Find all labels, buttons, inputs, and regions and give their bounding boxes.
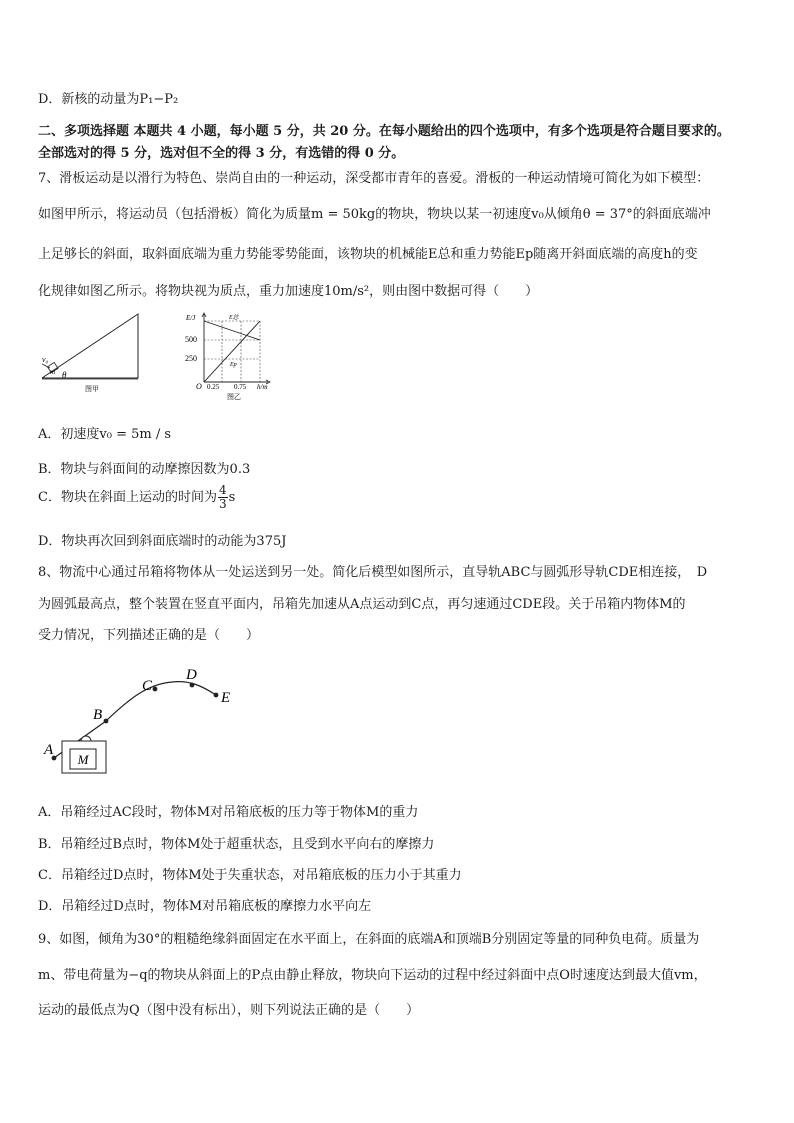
section2-header-2: 全部选对的得 5 分，选对但不全的得 3 分，有选错的得 0 分。	[38, 146, 405, 161]
fig-yi-xtick-025: 0.25	[207, 383, 220, 391]
q9-stem-line3: 运动的最低点为Q（图中没有标出），则下列说法正确的是（ ）	[38, 1003, 420, 1018]
q7-stem-line2: 如图甲所示，将运动员（包括滑板）简化为质量m = 50kg的物块，物块以某一初速度v₀从倾角θ = 37°的斜面底端冲	[38, 207, 711, 222]
fig-yi-x-label: h/m	[257, 383, 268, 391]
q7-option-a: A．初速度v₀ = 5m / s	[38, 427, 172, 442]
figure-yi-energy-graph	[182, 310, 282, 402]
fig-yi-y-label: E/J	[186, 314, 196, 322]
fig-yi-origin: O	[196, 382, 202, 391]
q9-stem-line1: 9、如图，倾角为30°的粗糙绝缘斜面固定在水平面上，在斜面的底端A和顶端B分别固定等量的同种负电荷。质量为	[38, 932, 700, 947]
q7-option-c-numerator: 4	[218, 483, 227, 497]
q8-stem-line1: 8、物流中心通过吊箱将物体从一处运送到另一处。简化后模型如图所示，直导轨ABC与圆弧形导轨CDE相连接， D	[38, 565, 708, 580]
fig-yi-xtick-075: 0.75	[234, 383, 247, 391]
q7-option-b: B．物块与斜面间的动摩擦因数为0.3	[38, 462, 251, 477]
q9-stem-line2: m、带电荷量为−q的物块从斜面上的P点由静止释放，物块向下运动的过程中经过斜面中点O时速度达到最大值vm，	[38, 968, 707, 983]
q8-option-c: C．吊箱经过D点时，物体M处于失重状态，对吊箱底板的压力小于其重力	[38, 868, 462, 883]
fig-yi-etotal-label: E总	[229, 315, 239, 321]
q7-option-c-fraction	[218, 484, 228, 511]
q8-stem-line3: 受力情况，下列描述正确的是（ ）	[38, 628, 260, 643]
option-d-prev: D．新核的动量为P₁−P₂	[38, 92, 179, 107]
fig-yi-ep-label: Ep	[230, 362, 237, 368]
q7-option-c-denominator: 3	[218, 497, 227, 511]
track-point-d: D	[186, 667, 197, 683]
q7-option-c-text: C．物块在斜面上运动的时间为	[38, 490, 217, 505]
q7-stem-line1: 7、滑板运动是以滑行为特色、崇尚自由的一种运动，深受都市青年的喜爱。滑板的一种运动情境可简化为如下模型：	[38, 171, 710, 186]
section2-header-1: 二、多项选择题 本题共 4 小题，每小题 5 分，共 20 分。在每小题给出的四个选项中，有多个选项是符合题目要求的。	[38, 124, 730, 139]
fig-jia-caption: 图甲	[85, 385, 99, 393]
track-point-e: E	[221, 690, 231, 706]
track-point-b: B	[93, 707, 103, 723]
figure-jia-incline	[40, 312, 140, 392]
fig-yi-ytick-250: 250	[185, 354, 197, 363]
track-point-c: C	[142, 678, 153, 694]
fig-yi-caption: 图乙	[227, 393, 241, 401]
q8-option-a: A．吊箱经过AC段时，物体M对吊箱底板的压力等于物体M的重力	[38, 805, 419, 820]
q8-stem-line2: 为圆弧最高点，整个装置在竖直平面内，吊箱先加速从A点运动到C点，再匀速通过CDE段。关于吊箱内物体M的	[38, 597, 686, 612]
track-point-a: A	[44, 742, 54, 758]
q7-stem-line3: 上足够长的斜面，取斜面底端为重力势能零势能面，该物块的机械能E总和重力势能Ep随离开斜面底端的高度h的变	[38, 247, 698, 262]
fig-jia-m-label: m	[50, 368, 56, 376]
q8-option-b: B．吊箱经过B点时，物体M处于超重状态，且受到水平向右的摩擦力	[38, 837, 435, 852]
q7-stem-line4: 化规律如图乙所示。将物块视为质点，重力加速度10m/s²，则由图中数据可得（ ）	[38, 284, 539, 299]
fig-jia-theta-label: θ	[62, 370, 67, 380]
q7-option-c-unit: s	[228, 490, 236, 505]
track-box-label: M	[77, 752, 89, 767]
q8-option-d: D．吊箱经过D点时，物体M对吊箱底板的摩擦力水平向左	[38, 899, 372, 914]
q7-option-c	[38, 484, 235, 511]
fig-jia-v0-label: v₀	[42, 355, 49, 364]
q7-option-d: D．物块再次回到斜面底端时的动能为375J	[38, 534, 287, 549]
figure-track	[40, 662, 240, 777]
fig-yi-ytick-500: 500	[185, 335, 197, 344]
